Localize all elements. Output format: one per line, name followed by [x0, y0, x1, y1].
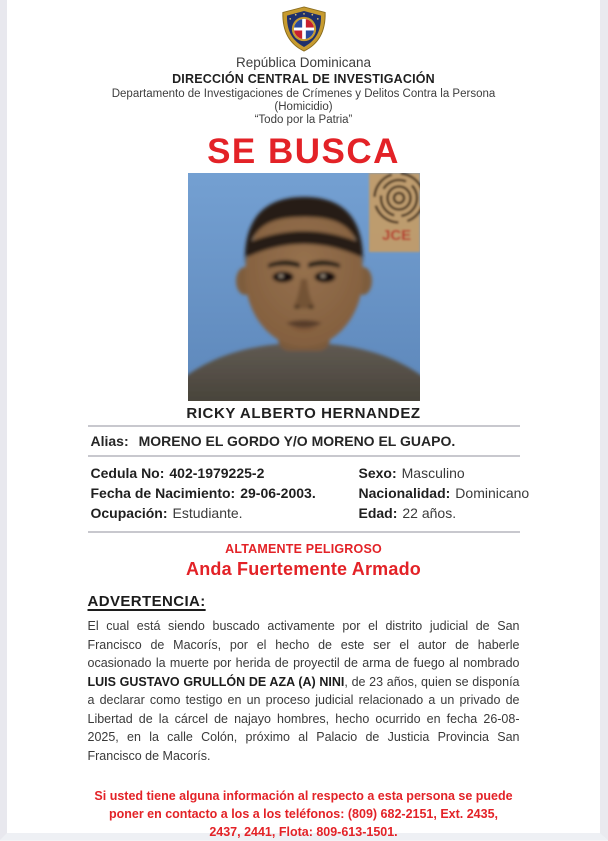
detail-value: 22 años. — [402, 505, 457, 521]
victim-name: LUIS GUSTAVO GRULLÓN DE AZA (A) NINI — [87, 674, 345, 689]
detail-age — [359, 504, 517, 523]
detail-label: Fecha de Nacimiento: — [90, 485, 236, 501]
header-motto: “Todo por la Patria” — [254, 114, 353, 126]
detail-value: 29-06-2003. — [240, 485, 316, 501]
detail-label: Ocupación: — [90, 505, 168, 521]
danger-armed: Anda Fuertemente Armado — [186, 559, 421, 579]
police-shield-icon — [275, 6, 333, 52]
divider — [88, 425, 520, 427]
alias-row — [88, 430, 520, 452]
header-unit: (Homicidio) — [274, 101, 333, 113]
detail-label: Cedula No: — [90, 465, 165, 481]
detail-nationality — [358, 484, 530, 503]
warning-body-part2: , de 23 años, quien se disponía a declarar como testigo en un proceso judicial relacionado a un privado de Libertad de la cárcel de najayo hombres, hecho ocurrido en fecha 26-08-2025, en la calle Colón, próximo al Palacio de Justicia Provincia San Francisco de Macorís. — [87, 674, 520, 763]
details-table — [88, 460, 530, 528]
detail-value: 402-1979225-2 — [169, 465, 265, 481]
detail-value: Estudiante. — [172, 505, 243, 521]
detail-value: Dominicano — [455, 485, 530, 501]
header-country: República Dominicana — [235, 55, 372, 70]
suspect-portrait — [188, 173, 420, 401]
warning-body-part1: El cual está siendo buscado activamente por el distrito judicial de San Francisco de Macorís, por el hecho de este ser el autor de haberle ocasionado la muerte por herida de proyectil de arma de fuego al nombrado — [87, 619, 520, 670]
suspect-name: RICKY ALBERTO HERNANDEZ — [186, 405, 421, 422]
poster-content — [87, 425, 530, 841]
detail-value: Masculino — [401, 465, 465, 481]
details-column-left — [91, 464, 333, 524]
alias-label: Alias: — [90, 433, 129, 449]
header-department: Departamento de Investigaciones de Crímenes y Delitos Contra la Persona — [111, 88, 496, 100]
divider — [88, 455, 520, 457]
poster-header — [7, 0, 600, 126]
detail-sex — [359, 464, 517, 483]
danger-level: ALTAMENTE PELIGROSO — [225, 542, 382, 556]
jce-patch — [369, 173, 420, 252]
detail-label: Nacionalidad: — [358, 485, 451, 501]
wanted-title: SE BUSCA — [207, 132, 400, 171]
detail-occupation — [91, 504, 333, 523]
jce-text: JCE — [381, 227, 411, 244]
divider — [88, 531, 520, 533]
header-agency: DIRECCIÓN CENTRAL DE INVESTIGACIÓN — [172, 72, 435, 86]
details-column-right — [358, 464, 530, 524]
dci-badge-icon — [275, 6, 333, 52]
warning-body — [88, 617, 520, 765]
detail-birthdate — [91, 484, 333, 503]
contact-info: Si usted tiene alguna información al respecto a esta persona se puede poner en contacto a los a los teléfonos: (809) 682-2151, Ext. 2435, 2437, 2441, Flota: 809-613-1501. — [94, 789, 513, 839]
detail-cedula — [91, 464, 333, 483]
alias-value: MORENO EL GORDO Y/O MORENO EL GUAPO. — [138, 433, 456, 449]
warning-heading: ADVERTENCIA: — [87, 593, 206, 610]
suspect-photo — [188, 173, 420, 401]
detail-label: Edad: — [358, 505, 398, 521]
detail-label: Sexo: — [358, 465, 397, 481]
